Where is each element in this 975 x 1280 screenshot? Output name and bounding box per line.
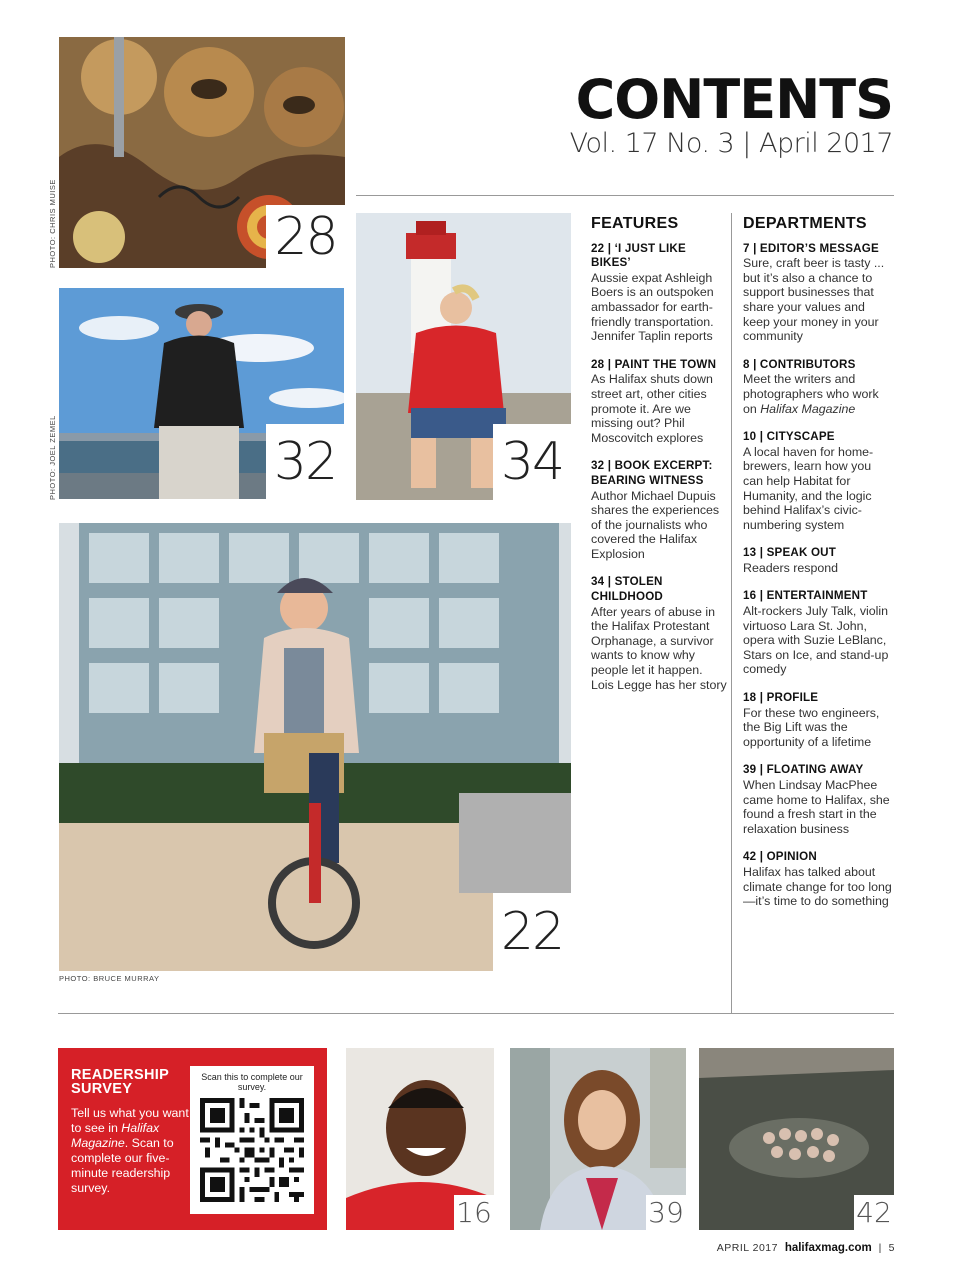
survey-body — [71, 1106, 191, 1196]
qr-box[interactable] — [190, 1066, 314, 1214]
department-desc: Readers respond — [743, 560, 839, 575]
lighthouse-woman-photo — [356, 213, 571, 500]
department-title: 7 | EDITOR’S MESSAGE — [743, 241, 879, 255]
department-title: 42 | OPINION — [743, 850, 817, 864]
department-desc: Alt-rockers July Talk, violin virtuoso Lara St. John, opera with Suzie LeBlanc, Stars on Ice, and stand-up comedy — [743, 604, 889, 677]
qr-caption: Scan this to complete our survey. — [201, 1072, 303, 1092]
photo-credit-waterfront: PHOTO: JOEL ZEMEL — [48, 415, 57, 500]
page-number-32: 32 — [266, 424, 344, 499]
department-desc: When Lindsay MacPhee came home to Halifax, she found a fresh start in the relaxation business — [743, 778, 890, 836]
department-desc: A local haven for home-brewers, learn how you can help Habitat for Humanity, and the logic behind Halifax’s civic-numbering system — [743, 444, 874, 532]
department-title: 8 | CONTRIBUTORS — [743, 357, 856, 371]
department-entry[interactable] — [743, 691, 893, 749]
department-title: 18 | PROFILE — [743, 691, 819, 705]
column-divider — [731, 213, 732, 1013]
footer-page-number: 5 — [888, 1242, 895, 1254]
survey-magazine-name: Halifax Magazine — [71, 1121, 160, 1150]
page-title: CONTENTS — [575, 68, 893, 131]
feature-title: 34 | STOLEN CHILDHOOD — [591, 575, 664, 604]
page-footer — [717, 1242, 895, 1254]
feature-entry[interactable] — [591, 358, 727, 446]
department-title: 13 | SPEAK OUT — [743, 546, 837, 560]
feature-desc: Author Michael Dupuis shares the experiences of the journalists who covered the Halifax Explosion — [591, 488, 720, 561]
header-rule — [356, 195, 894, 196]
department-title: 39 | FLOATING AWAY — [743, 763, 864, 777]
page-number-16: 16 — [454, 1195, 494, 1230]
cyclist-photo — [59, 523, 571, 971]
feature-title: 32 | BOOK EXCERPT: BEARING WITNESS — [591, 459, 713, 487]
feature-entry[interactable] — [591, 459, 727, 561]
department-entry[interactable] — [743, 358, 893, 416]
feature-entry[interactable] — [591, 242, 727, 344]
smiling-man-photo — [346, 1048, 494, 1230]
survey-body-text: Tell us what you want to see in — [71, 1106, 189, 1135]
page-number-22: 22 — [493, 893, 571, 971]
page-number-39: 39 — [646, 1195, 686, 1230]
feature-title: 28 | PAINT THE TOWN — [591, 357, 717, 371]
department-title: 16 | ENTERTAINMENT — [743, 589, 868, 603]
survey-title-line2: SURVEY — [71, 1081, 133, 1097]
survey-title-line1: READERSHIP — [71, 1067, 170, 1083]
feature-desc: Aussie expat Ashleigh Boers is an outspoken ambassador for earth-friendly transportation. Jennifer Taplin reports — [591, 270, 714, 344]
department-desc: Halifax has talked about climate change for too long—it’s time to do something — [743, 864, 892, 909]
photo-credit-cyclist: PHOTO: BRUCE MURRAY — [59, 974, 160, 983]
department-desc: For these two engineers, the Big Lift was the opportunity of a lifetime — [743, 705, 880, 749]
page-number-34: 34 — [493, 424, 571, 500]
feature-title: 22 | ‘I JUST LIKE BIKES’ — [591, 241, 686, 270]
feature-entry[interactable] — [591, 575, 727, 692]
department-entry[interactable] — [743, 850, 893, 908]
department-desc-text: Meet the writers and photographers who work on — [743, 372, 879, 416]
street-art-photo — [59, 37, 345, 268]
feature-desc: As Halifax shuts down street art, other cities promote it. Are we missing out? Phil Moscovitch explores — [591, 372, 713, 445]
department-desc: Sure, craft beer is tasty ... but it’s also a chance to support businesses that share your values and keep your money in your community — [743, 256, 885, 344]
features-heading: FEATURES — [591, 215, 679, 232]
survey-body-text-end: . Scan to complete our five-minute readership survey. — [71, 1136, 174, 1195]
footer-site[interactable]: halifaxmag.com — [784, 1242, 872, 1254]
smiling-woman-photo — [510, 1048, 686, 1230]
waterfront-man-photo — [59, 288, 344, 499]
footer-separator: | — [878, 1242, 882, 1254]
department-title: 10 | CITYSCAPE — [743, 430, 835, 444]
department-entry[interactable] — [743, 763, 893, 836]
readership-survey[interactable] — [58, 1048, 327, 1230]
bottom-rule — [58, 1013, 894, 1014]
issue-info: Vol. 17 No. 3 | April 2017 — [569, 128, 893, 159]
department-entry[interactable] — [743, 430, 893, 532]
department-entry[interactable] — [743, 546, 893, 575]
magazine-name: Halifax Magazine — [760, 401, 856, 416]
survey-title — [71, 1068, 169, 1096]
features-section — [591, 217, 727, 706]
departments-section — [743, 217, 893, 923]
department-entry[interactable] — [743, 242, 893, 344]
department-desc — [743, 372, 893, 416]
feature-desc: After years of abuse in the Halifax Protestant Orphanage, a survivor wants to know why people let it happen. Lois Legge has her story — [591, 604, 727, 692]
qr-code-icon[interactable] — [200, 1098, 304, 1202]
page-number-28: 28 — [266, 205, 345, 268]
page-number-42: 42 — [854, 1195, 894, 1230]
footer-date: APRIL 2017 — [716, 1242, 778, 1254]
department-entry[interactable] — [743, 589, 893, 677]
departments-heading: DEPARTMENTS — [743, 215, 867, 232]
flooded-sculpture-photo — [699, 1048, 894, 1230]
photo-credit-street-art: PHOTO: CHRIS MUISE — [48, 179, 57, 268]
